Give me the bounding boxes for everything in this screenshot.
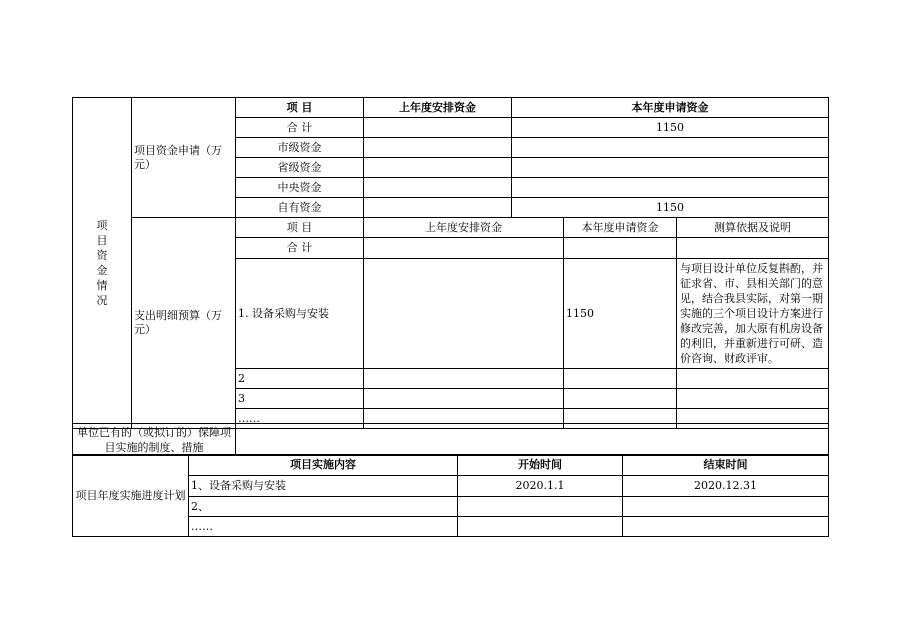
guarantee-table <box>72 423 829 456</box>
apply-item: 市级资金 <box>236 138 364 158</box>
budget-label: 支出明细预算（万元） <box>132 218 236 429</box>
budget-total-label: 合 计 <box>236 238 364 259</box>
apply-this-year <box>512 158 829 178</box>
apply-header-item: 项 目 <box>236 98 364 118</box>
schedule-header-content: 项目实施内容 <box>189 455 458 476</box>
budget-last-year <box>364 259 564 369</box>
apply-this-year: 1150 <box>512 198 829 218</box>
guarantee-value <box>236 424 829 456</box>
schedule-content: 2、 <box>189 497 458 517</box>
apply-this-year <box>512 138 829 158</box>
apply-header-this-year: 本年度申请资金 <box>512 98 829 118</box>
budget-note <box>677 369 829 389</box>
budget-header-note: 测算依据及说明 <box>677 218 829 238</box>
schedule-label: 项目年度实施进度计划 <box>73 455 189 537</box>
funding-section-label: 项 目 资 金 情 况 <box>73 98 132 429</box>
apply-last-year <box>364 178 512 198</box>
apply-this-year: 1150 <box>512 118 829 138</box>
schedule-start: 2020.1.1 <box>458 476 623 497</box>
funding-table <box>72 97 829 429</box>
budget-this-year <box>564 369 677 389</box>
apply-item: 合 计 <box>236 118 364 138</box>
budget-total-note <box>677 238 829 259</box>
apply-this-year <box>512 178 829 198</box>
budget-this-year <box>564 389 677 409</box>
budget-item: 2 <box>236 369 364 389</box>
budget-total-this-year <box>564 238 677 259</box>
budget-item: 3 <box>236 389 364 409</box>
budget-this-year: 1150 <box>564 259 677 369</box>
budget-header-this-year: 本年度申请资金 <box>564 218 677 238</box>
budget-last-year <box>364 369 564 389</box>
apply-header-last-year: 上年度安排资金 <box>364 98 512 118</box>
budget-item: 1. 设备采购与安装 <box>236 259 364 369</box>
budget-header-item: 项 目 <box>236 218 364 238</box>
apply-item: 省级资金 <box>236 158 364 178</box>
schedule-table <box>72 454 829 537</box>
apply-last-year <box>364 198 512 218</box>
budget-last-year <box>364 389 564 409</box>
budget-header-last-year: 上年度安排资金 <box>364 218 564 238</box>
apply-last-year <box>364 158 512 178</box>
apply-label: 项目资金申请（万元） <box>132 98 236 218</box>
apply-last-year <box>364 118 512 138</box>
schedule-start <box>458 497 623 517</box>
schedule-content: 1、设备采购与安装 <box>189 476 458 497</box>
schedule-end: 2020.12.31 <box>623 476 829 497</box>
schedule-content: …… <box>189 517 458 537</box>
schedule-header-end: 结束时间 <box>623 455 829 476</box>
schedule-start <box>458 517 623 537</box>
apply-item: 中央资金 <box>236 178 364 198</box>
guarantee-label: 单位已有的（或拟订的）保障项目实施的制度、措施 <box>73 424 236 456</box>
budget-total-last-year <box>364 238 564 259</box>
schedule-end <box>623 497 829 517</box>
apply-item: 自有资金 <box>236 198 364 218</box>
apply-last-year <box>364 138 512 158</box>
schedule-header-start: 开始时间 <box>458 455 623 476</box>
budget-note: 与项目设计单位反复斟酌，并征求省、市、县相关部门的意见，结合我县实际，对第一期实施的三个项目设计方案进行修改完善，加大原有机房设备的利旧，并重新进行可研、造价咨询、财政评审。 <box>677 259 829 369</box>
budget-note <box>677 389 829 409</box>
schedule-end <box>623 517 829 537</box>
budget-item: …… <box>236 409 364 429</box>
